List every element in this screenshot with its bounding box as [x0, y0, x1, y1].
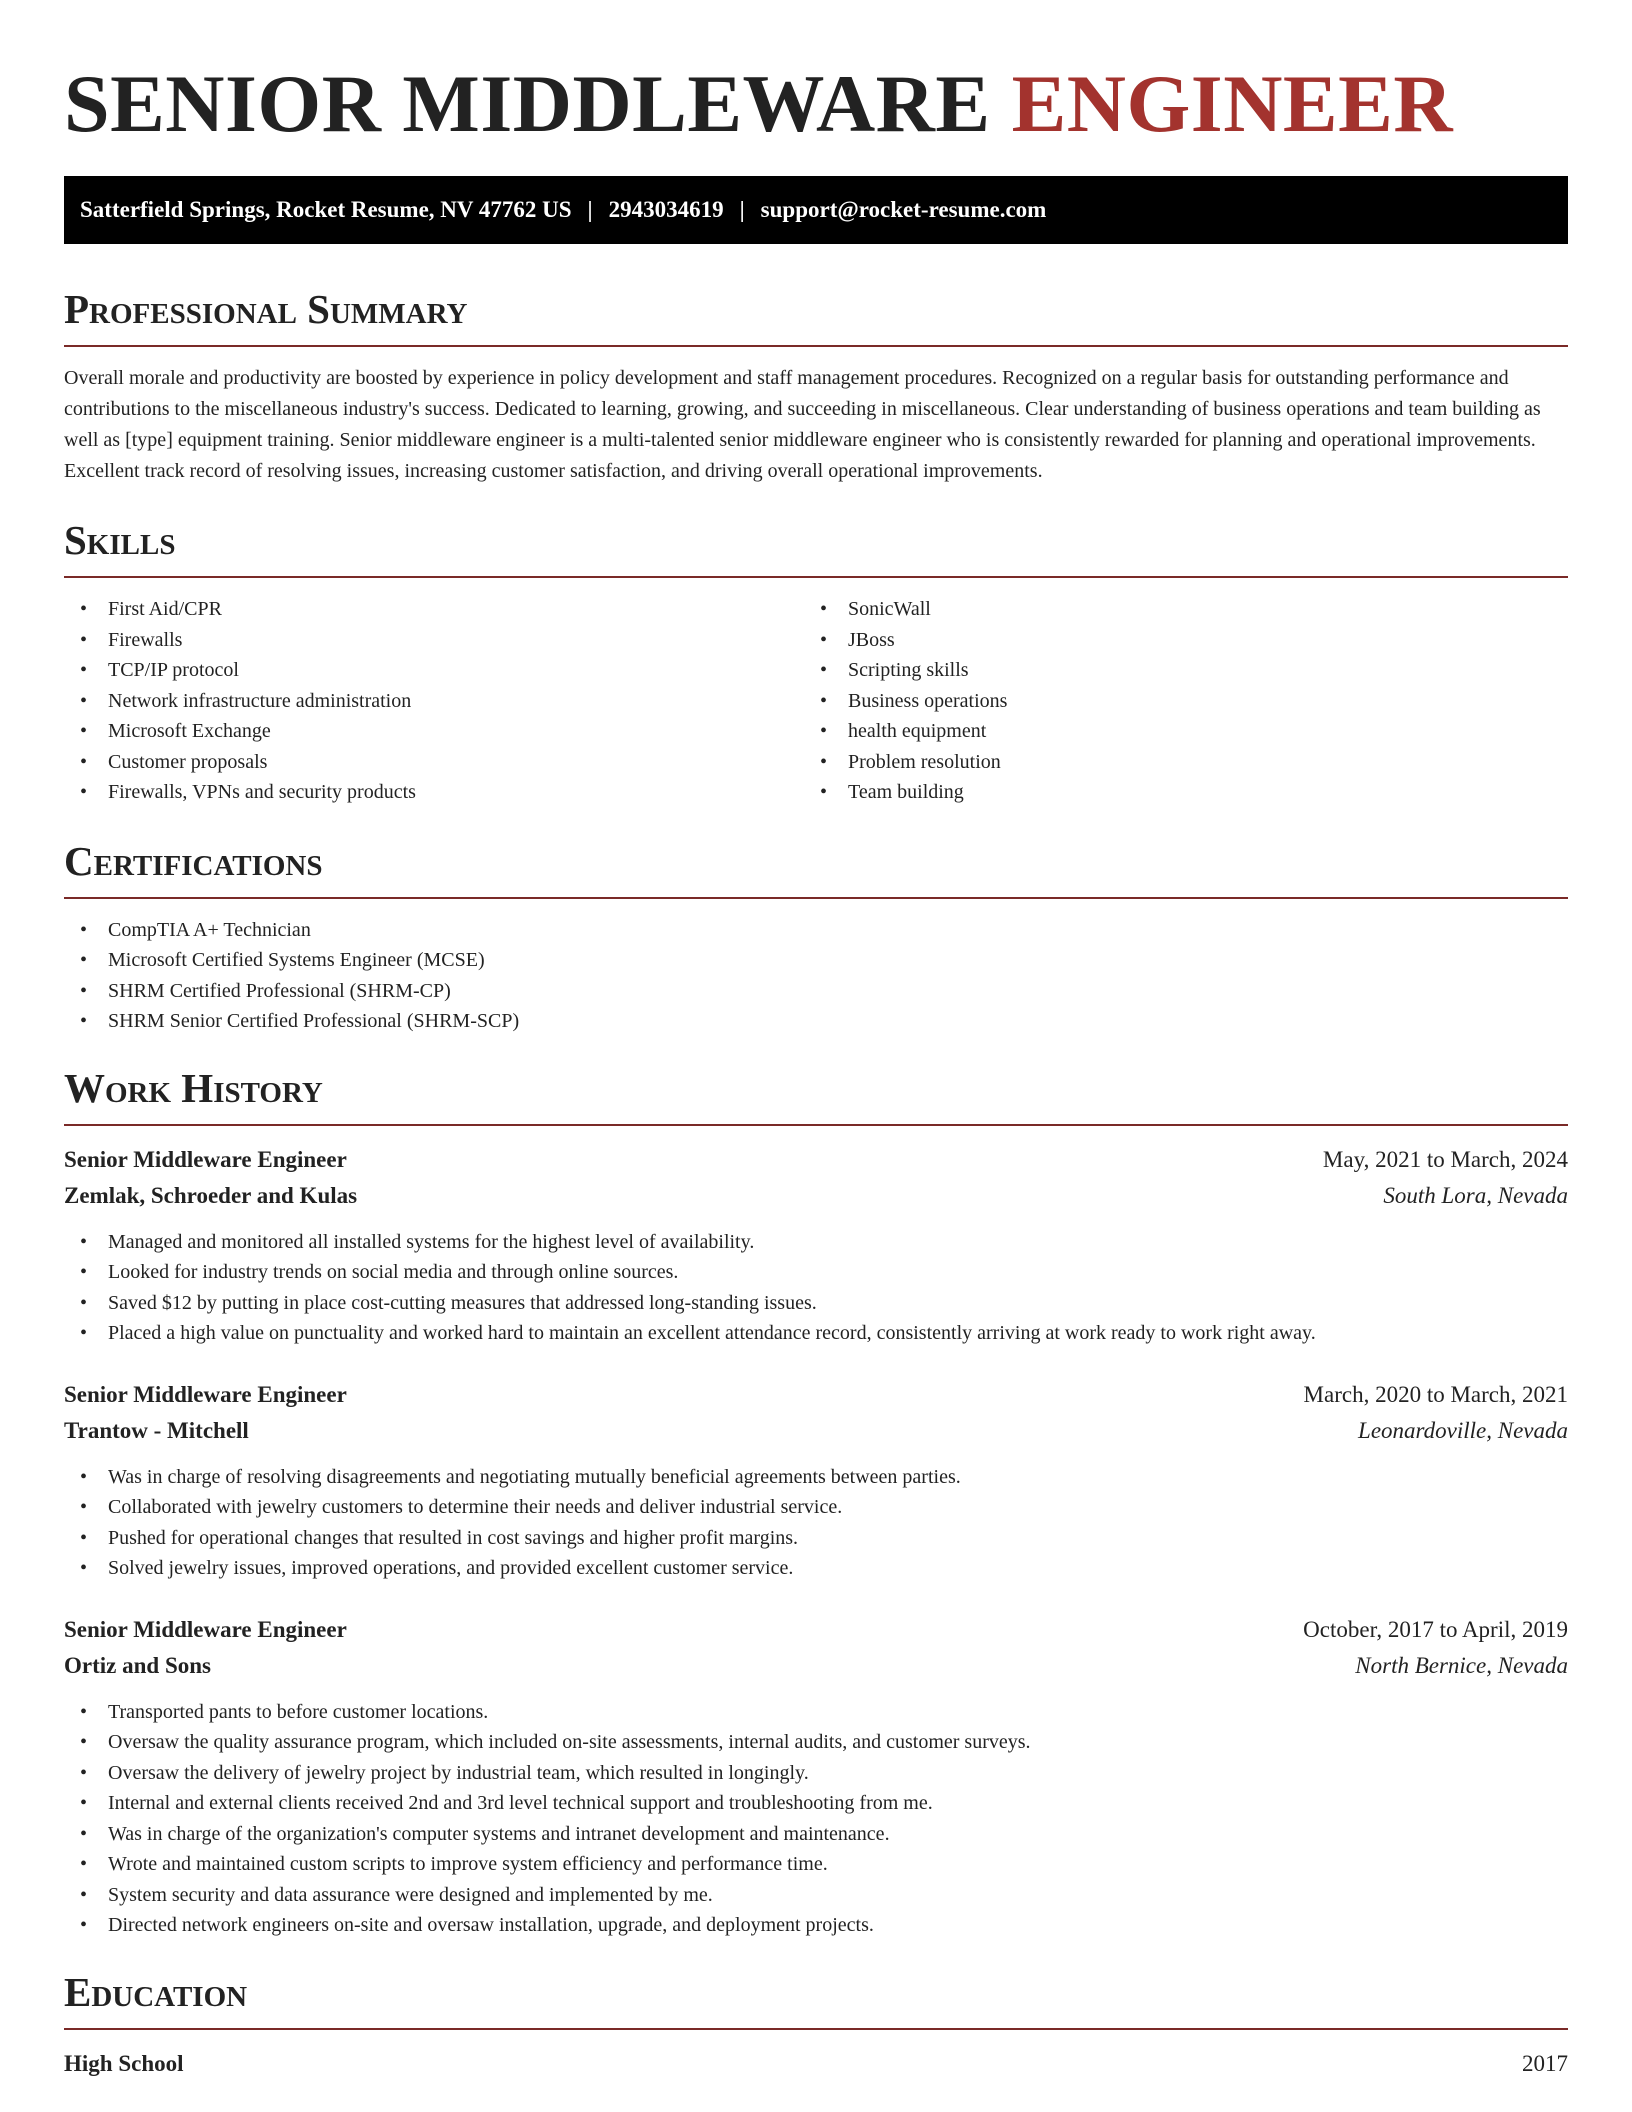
- job-company: Ortiz and Sons: [64, 1652, 211, 1678]
- job-entry: [64, 1612, 1568, 1941]
- certification-item: • Microsoft Certified Systems Engineer (MCSE): [64, 945, 1568, 976]
- job-bullet: • Looked for industry trends on social media and through online sources.: [64, 1257, 1568, 1288]
- job-bullets: [64, 1697, 1568, 1941]
- certification-item: • CompTIA A+ Technician: [64, 915, 1568, 946]
- skill-item: • health equipment: [804, 716, 1544, 747]
- skill-item: • Network infrastructure administration: [64, 686, 804, 717]
- certifications-list: [64, 915, 1568, 1037]
- job-bullet: • Saved $12 by putting in place cost-cutting measures that addressed long-standing issues.: [64, 1288, 1568, 1319]
- skill-item: • Firewalls: [64, 625, 804, 656]
- certification-item: • SHRM Certified Professional (SHRM-CP): [64, 976, 1568, 1007]
- job-bullets: [64, 1462, 1568, 1584]
- section-divider: [64, 1124, 1568, 1126]
- section-heading-work-history: Work History: [64, 1064, 323, 1111]
- job-dates: October, 2017 to April, 2019: [1303, 1616, 1568, 1642]
- certifications-section: [64, 836, 1568, 1037]
- skill-item: • JBoss: [804, 625, 1544, 656]
- job-bullet: • Oversaw the quality assurance program, which included on-site assessments, internal audits, and customer surveys.: [64, 1727, 1568, 1758]
- contact-bar: [64, 176, 1568, 244]
- job-bullet: • Placed a high value on punctuality and worked hard to maintain an excellent attendance record, consistently arriving at work ready to work right away.: [64, 1318, 1568, 1349]
- job-dates: May, 2021 to March, 2024: [1322, 1146, 1568, 1172]
- skill-item: • Firewalls, VPNs and security products: [64, 777, 804, 808]
- skill-item: • SonicWall: [804, 594, 1544, 625]
- skill-item: • Problem resolution: [804, 747, 1544, 778]
- contact-separator: |: [739, 197, 745, 222]
- section-divider: [64, 345, 1568, 347]
- skill-item: • Team building: [804, 777, 1544, 808]
- education-degree: High School: [64, 2050, 184, 2076]
- title-part-2: ENGINEER: [1011, 58, 1454, 149]
- contact-phone[interactable]: 2943034619: [608, 197, 724, 222]
- job-bullets: [64, 1227, 1568, 1349]
- job-location: Leonardoville, Nevada: [1358, 1417, 1568, 1443]
- skill-item: • Customer proposals: [64, 747, 804, 778]
- section-heading-certifications: Certifications: [64, 837, 323, 884]
- education-entry: [64, 2046, 1568, 2082]
- education-year: 2017: [1522, 2050, 1568, 2076]
- job-bullet: • Was in charge of the organization's computer systems and intranet development and maintenance.: [64, 1819, 1568, 1850]
- job-bullet: • Managed and monitored all installed systems for the highest level of availability.: [64, 1227, 1568, 1258]
- summary-section: [64, 284, 1568, 487]
- job-location: South Lora, Nevada: [1383, 1182, 1568, 1208]
- skills-section: [64, 515, 1568, 808]
- job-location: North Bernice, Nevada: [1355, 1652, 1568, 1678]
- contact-separator: |: [587, 197, 593, 222]
- job-bullet: • Pushed for operational changes that resulted in cost savings and higher profit margins.: [64, 1523, 1568, 1554]
- resume-page: [64, 0, 1568, 2082]
- section-heading-skills: Skills: [64, 517, 176, 563]
- skill-item: • Microsoft Exchange: [64, 716, 804, 747]
- skills-list-right: [804, 594, 1544, 808]
- skills-columns: [64, 594, 1568, 808]
- section-heading-education: Education: [64, 1968, 248, 2015]
- skill-item: • TCP/IP protocol: [64, 655, 804, 686]
- job-bullet: • Collaborated with jewelry customers to determine their needs and deliver industrial service.: [64, 1492, 1568, 1523]
- job-entry: [64, 1377, 1568, 1584]
- section-divider: [64, 897, 1568, 899]
- job-title: Senior Middleware Engineer: [64, 1381, 347, 1407]
- job-title: Senior Middleware Engineer: [64, 1146, 347, 1172]
- section-heading-summary: Professional Summary: [64, 286, 468, 332]
- contact-address: Satterfield Springs, Rocket Resume, NV 47762 US: [80, 197, 572, 222]
- job-bullet: • Directed network engineers on-site and oversaw installation, upgrade, and deployment projects.: [64, 1910, 1568, 1941]
- job-company: Zemlak, Schroeder and Kulas: [64, 1182, 358, 1208]
- section-divider: [64, 576, 1568, 578]
- job-dates: March, 2020 to March, 2021: [1303, 1381, 1568, 1407]
- skill-item: • Business operations: [804, 686, 1544, 717]
- resume-title: [64, 56, 1568, 152]
- job-bullet: • Transported pants to before customer locations.: [64, 1697, 1568, 1728]
- job-title: Senior Middleware Engineer: [64, 1616, 347, 1642]
- job-bullet: • Oversaw the delivery of jewelry project by industrial team, which resulted in longingly.: [64, 1758, 1568, 1789]
- title-part-1: SENIOR MIDDLEWARE: [64, 58, 991, 149]
- summary-text: Overall morale and productivity are boosted by experience in policy development and staff management procedures. Recognized on a regular basis for outstanding performance and contributions to the miscellaneous industry's success. Dedicated to learning, growing, and succeeding in miscellaneous. Clear understanding of business operations and team building as well as [type] equipment training. Senior middleware engineer is a multi-talented senior middleware engineer who is consistently rewarded for planning and operational improvements. Excellent track record of resolving issues, increasing customer satisfaction, and driving overall operational improvements.: [64, 367, 1541, 482]
- job-entry: [64, 1142, 1568, 1349]
- section-divider: [64, 2028, 1568, 2030]
- job-bullet: • Wrote and maintained custom scripts to improve system efficiency and performance time.: [64, 1849, 1568, 1880]
- job-company: Trantow - Mitchell: [64, 1417, 249, 1443]
- work-history-section: [64, 1063, 1568, 1941]
- job-bullet: • System security and data assurance were designed and implemented by me.: [64, 1880, 1568, 1911]
- skill-item: • First Aid/CPR: [64, 594, 804, 625]
- job-bullet: • Was in charge of resolving disagreements and negotiating mutually beneficial agreements between parties.: [64, 1462, 1568, 1493]
- skills-list-left: [64, 594, 804, 808]
- job-bullet: • Solved jewelry issues, improved operations, and provided excellent customer service.: [64, 1553, 1568, 1584]
- job-bullet: • Internal and external clients received 2nd and 3rd level technical support and troubleshooting from me.: [64, 1788, 1568, 1819]
- skill-item: • Scripting skills: [804, 655, 1544, 686]
- contact-email[interactable]: support@rocket-resume.com: [760, 197, 1047, 222]
- certification-item: • SHRM Senior Certified Professional (SHRM-SCP): [64, 1006, 1568, 1037]
- education-section: [64, 1967, 1568, 2082]
